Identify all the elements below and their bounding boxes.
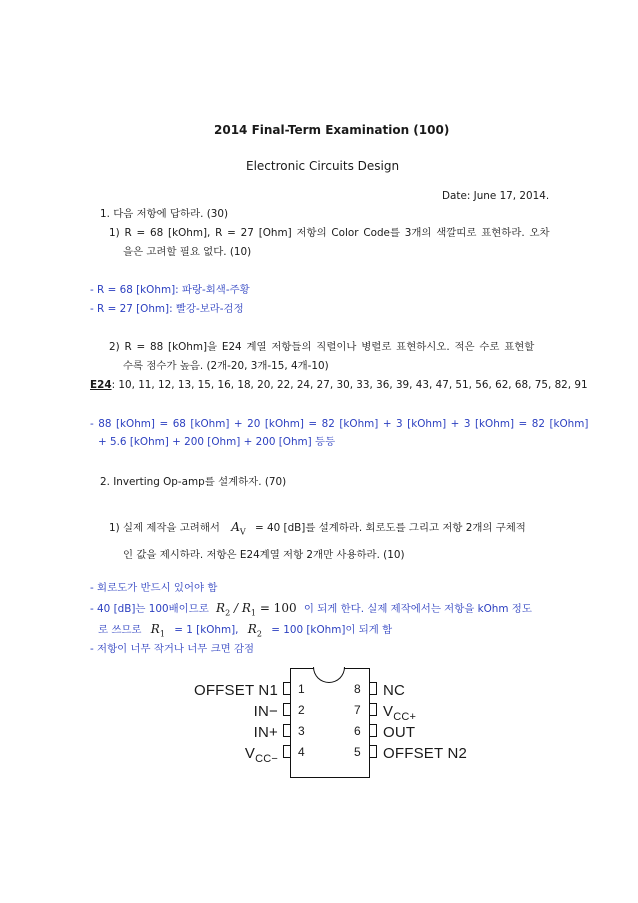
vcc-minus-sub: CC− [255, 753, 278, 765]
pin-label-offset-n2: OFFSET N2 [383, 745, 468, 762]
e24-values: : 10, 11, 12, 13, 15, 16, 18, 20, 22, 24, 27, 30, 33, 36, 39, 43, 47, 51, 56, 62, 68, 75, 82, 91 [111, 379, 588, 391]
pin-box-8 [370, 682, 377, 695]
q1-answer-2: - R = 27 [Ohm]: 빨강-보라-검정 [90, 303, 244, 315]
av-sub: V [239, 527, 246, 537]
pin-number-8: 8 [354, 682, 361, 696]
q2-sub1-line1 [109, 521, 526, 536]
vcc-plus-sub: CC+ [393, 711, 417, 723]
av-symbol [231, 520, 246, 537]
pin-number-6: 6 [354, 724, 361, 738]
r2-sub: 2 [256, 629, 262, 639]
vcc-minus-v: V [244, 745, 256, 762]
pin-box-2 [283, 703, 290, 716]
pin-label-offset-n1: OFFSET N1 [193, 682, 278, 699]
q2-answer-2b-pre: 로 쓰므로 [98, 624, 142, 636]
gain-ratio [216, 601, 297, 618]
q1-answer-3-line1: - 88 [kOhm] = 68 [kOhm] + 20 [kOhm] = 82 [kOhm] + 3 [kOhm] + 3 [kOhm] = 82 [kOhm] [90, 418, 589, 430]
pin-box-4 [283, 745, 290, 758]
r1-var: R [150, 622, 160, 636]
vcc-plus-v: V [383, 703, 394, 720]
exam-title: 2014 Final-Term Examination (100) [214, 123, 450, 137]
q1-answer-1: - R = 68 [kOhm]: 파랑-회색-주황 [90, 284, 250, 296]
exam-date: Date: June 17, 2014. [442, 190, 550, 202]
pin-number-5: 5 [354, 745, 361, 759]
q2-answer-2 [90, 602, 532, 617]
q1-heading: 1. 다음 저항에 답하라. (30) [100, 208, 229, 220]
q2-answer-2-pre: - 40 [dB]는 100배이므로 [90, 603, 209, 615]
opamp-pinout-figure [193, 668, 468, 788]
q2-sub1-pre: 1) 실제 제작을 고려해서 [109, 522, 220, 534]
q2-answer-3: - 저항이 너무 작거나 너무 크면 감점 [90, 643, 255, 655]
q1-answer-3-line2: + 5.6 [kOhm] + 200 [Ohm] + 200 [Ohm] 등등 [98, 436, 336, 448]
q2-answer-2b-post: = 100 [kOhm]이 되게 함 [271, 624, 393, 636]
pin-label-out: OUT [383, 724, 416, 741]
ratio-eq: = 100 [256, 601, 297, 615]
q2-answer-2-post: 이 되게 한다. 실제 제작에서는 저항을 kOhm 정도 [303, 603, 532, 615]
chip-notch [313, 667, 345, 683]
pin-number-1: 1 [298, 682, 305, 696]
q1-sub2-line1: 2) R = 88 [kOhm]을 E24 계열 저항들의 직렬이나 병렬로 표현하시오. 적은 수로 표현할 [109, 341, 535, 353]
pin-box-5 [370, 745, 377, 758]
q2-answer-2b [98, 623, 392, 638]
pin-number-2: 2 [298, 703, 305, 717]
pin-label-vcc-minus [245, 746, 278, 765]
q1-sub1-line2: 을은 고려할 필요 없다. (10) [123, 246, 252, 258]
pin-number-3: 3 [298, 724, 305, 738]
ratio-r1-sub: 1 [250, 608, 256, 618]
r2-var: R [247, 622, 257, 636]
pin-number-4: 4 [298, 745, 305, 759]
r1-symbol [150, 622, 165, 639]
q2-sub1-line2: 인 값을 제시하라. 저항은 E24계열 저항 2개만 사용하라. (10) [123, 549, 405, 561]
r1-sub: 1 [159, 629, 165, 639]
pin-label-vcc-plus [383, 704, 416, 723]
exam-subtitle: Electronic Circuits Design [246, 159, 400, 173]
e24-series [90, 380, 588, 390]
pin-box-1 [283, 682, 290, 695]
q2-answer-1: - 회로도가 반드시 있어야 함 [90, 582, 218, 594]
q2-heading: 2. Inverting Op-amp를 설계하자. (70) [100, 476, 287, 488]
q1-sub2-line2: 수록 점수가 높음. (2개-20, 3개-15, 4개-10) [123, 360, 329, 372]
pin-box-3 [283, 724, 290, 737]
pin-label-in-minus: IN− [253, 703, 278, 720]
q2-answer-2b-mid: = 1 [kOhm], [174, 624, 239, 636]
r2-symbol [247, 622, 262, 639]
q1-sub1-line1: 1) R = 68 [kOhm], R = 27 [Ohm] 저항의 Color Code를 3개의 색깔띠로 표현하라. 오차 [109, 227, 550, 239]
av-var: A [231, 520, 240, 534]
pin-label-nc: NC [383, 682, 406, 699]
ratio-r2: R [216, 601, 226, 615]
pin-number-7: 7 [354, 703, 361, 717]
pin-box-6 [370, 724, 377, 737]
ratio-sep: / R [230, 601, 251, 615]
pin-box-7 [370, 703, 377, 716]
q2-sub1-post: = 40 [dB]를 설계하라. 회로도를 그리고 저항 2개의 구체적 [255, 522, 526, 534]
ratio-r2-sub: 2 [225, 608, 231, 618]
e24-label: E24 [90, 379, 112, 391]
pin-label-in-plus: IN+ [253, 724, 278, 741]
